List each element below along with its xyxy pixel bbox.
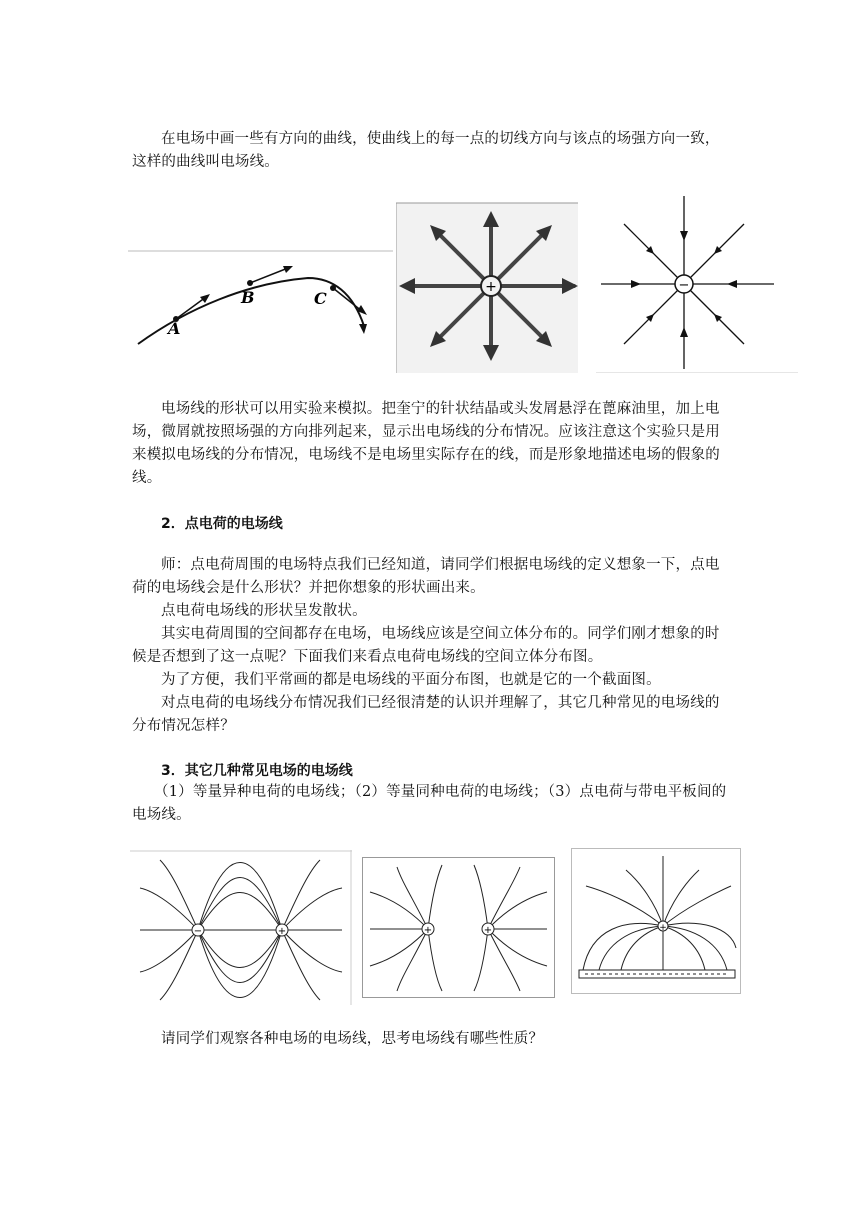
section-2-paragraph-1: 师：点电荷周围的电场特点我们已经知道，请同学们根据电场线的定义想象一下，点电荷的电场线会是什么形状？并把你想象的形状画出来。 [132,557,720,596]
section-2-paragraph-5: 对点电荷的电场线分布情况我们已经很清楚的认识并理解了，其它几种常见的电场线的分布情况怎样？ [132,695,720,734]
section-3-list: （1）等量异种电荷的电场线；（2）等量同种电荷的电场线；（3）点电荷与带电平板间的电场线。 [132,784,727,823]
like-charge-left-sign: + [423,925,433,936]
section-2-paragraph-3: 其实电荷周围的空间都存在电场，电场线应该是空间立体分布的。同学们刚才想象的时候是否想到了这一点呢？下面我们来看点电荷电场线的空间立体分布图。 [132,626,720,665]
simulation-paragraph: 电场线的形状可以用实验来模拟。把奎宁的针状结晶或头发屑悬浮在蓖麻油里，加上电场，微屑就按照场强的方向排列起来，显示出电场线的分布情况。应该注意这个实验只是用来模拟电场线的分布情况，电场线不是电场里实际存在的线，而是形象地描述电场的假象的线。 [132,401,720,486]
like-charges-field-figure [362,857,555,998]
positive-charge-sign: + [485,279,497,295]
plate-point-charge-sign: + [659,923,667,933]
section-2-heading: 2．点电荷的电场线 [161,516,283,532]
dipole-positive-sign: + [277,926,287,937]
section-2-paragraph-2: 点电荷电场线的形状呈发散状。 [161,603,367,619]
intro-paragraph: 在电场中画一些有方向的曲线，使曲线上的每一点的切线方向与该点的场强方向一致，这样的曲线叫电场线。 [132,131,720,170]
dipole-negative-sign: − [193,926,203,937]
curve-field-line-figure [128,248,393,358]
closing-paragraph: 请同学们观察各种电场的电场线，思考电场线有哪些性质？ [161,1031,544,1047]
like-charge-right-sign: + [483,925,493,936]
point-b-label: B [241,288,255,307]
section-2-paragraph-4: 为了方便，我们平常画的都是电场线的平面分布图，也就是它的一个截面图。 [161,672,661,688]
negative-charge-sign: − [678,278,690,293]
point-c-label: C [314,289,327,308]
opposite-charges-field-figure [130,850,352,1005]
point-a-label: A [168,319,181,338]
negative-point-charge-figure [596,191,798,373]
positive-point-charge-figure [396,191,578,373]
section-3-heading: 3．其它几种常见电场的电场线 [161,763,353,779]
charge-and-plate-field-figure [571,848,741,994]
